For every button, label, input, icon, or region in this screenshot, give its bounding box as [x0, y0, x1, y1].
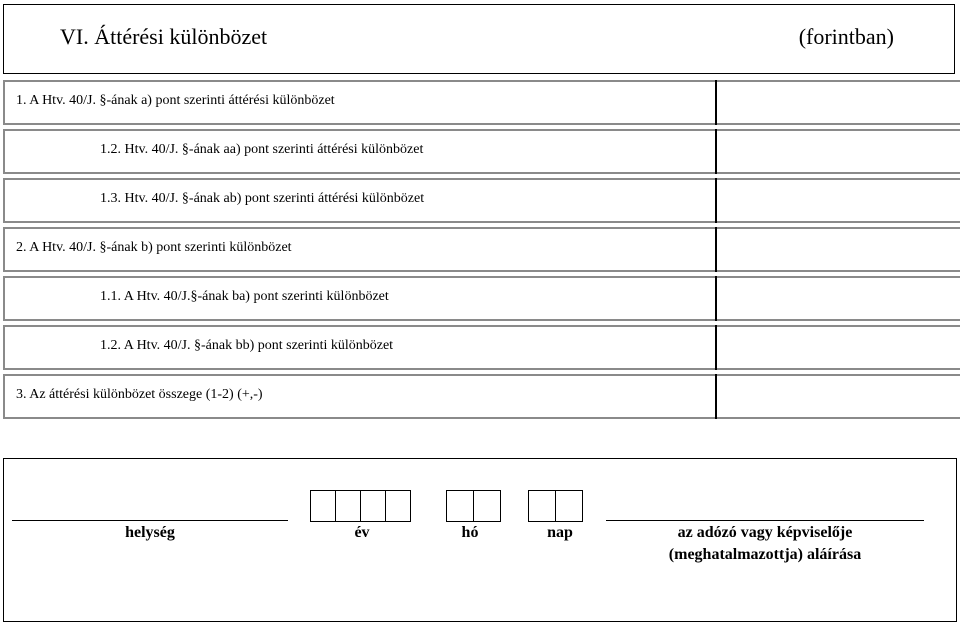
year-digit-box[interactable]	[310, 490, 336, 522]
form-row-1-3	[3, 178, 960, 223]
row-2-2-value-field[interactable]	[715, 325, 959, 370]
year-digit-box[interactable]	[360, 490, 386, 522]
form-row-1	[3, 80, 960, 125]
day-label: nap	[547, 524, 573, 541]
year-digit-box[interactable]	[385, 490, 411, 522]
form-row-3	[3, 374, 960, 419]
form-row-2-1	[3, 276, 960, 321]
month-digit-box[interactable]	[446, 490, 474, 522]
month-label: hó	[461, 524, 479, 541]
place-line[interactable]	[12, 520, 288, 521]
signer-label-line2: (meghatalmazottja) aláírása	[668, 546, 862, 563]
row-1-label: 1. A Htv. 40/J. §-ának a) pont szerinti áttérési különbözet	[16, 93, 335, 108]
month-input[interactable]	[446, 490, 501, 522]
row-3-value-field[interactable]	[715, 374, 959, 419]
row-1-value-field[interactable]	[715, 80, 959, 125]
form-row-2-2	[3, 325, 960, 370]
place-label: helység	[125, 524, 175, 541]
section-header	[3, 4, 955, 74]
year-digit-box[interactable]	[335, 490, 361, 522]
year-label: év	[354, 524, 370, 541]
form-row-2	[3, 227, 960, 272]
month-digit-box[interactable]	[473, 490, 501, 522]
row-1-3-label: 1.3. Htv. 40/J. §-ának ab) pont szerinti áttérési különbözet	[100, 191, 425, 206]
day-input[interactable]	[528, 490, 583, 522]
form-row-1-2	[3, 129, 960, 174]
signer-label-line1: az adózó vagy képviselője	[677, 524, 853, 541]
row-2-value-field[interactable]	[715, 227, 959, 272]
row-3-label: 3. Az áttérési különbözet összege (1-2) (+,-)	[16, 387, 263, 402]
section-title: VI. Áttérési különbözet	[60, 24, 268, 49]
row-2-1-value-field[interactable]	[715, 276, 959, 321]
currency-unit: (forintban)	[798, 24, 894, 49]
row-1-2-label: 1.2. Htv. 40/J. §-ának aa) pont szerinti áttérési különbözet	[100, 142, 424, 157]
signature-line[interactable]	[606, 520, 924, 521]
year-input[interactable]	[310, 490, 411, 522]
row-2-1-label: 1.1. A Htv. 40/J.§-ának ba) pont szerinti különbözet	[100, 289, 389, 304]
row-2-label: 2. A Htv. 40/J. §-ának b) pont szerinti különbözet	[16, 240, 292, 255]
day-digit-box[interactable]	[555, 490, 583, 522]
row-2-2-label: 1.2. A Htv. 40/J. §-ának bb) pont szerinti különbözet	[100, 338, 394, 353]
day-digit-box[interactable]	[528, 490, 556, 522]
row-1-3-value-field[interactable]	[715, 178, 959, 223]
row-1-2-value-field[interactable]	[715, 129, 959, 174]
